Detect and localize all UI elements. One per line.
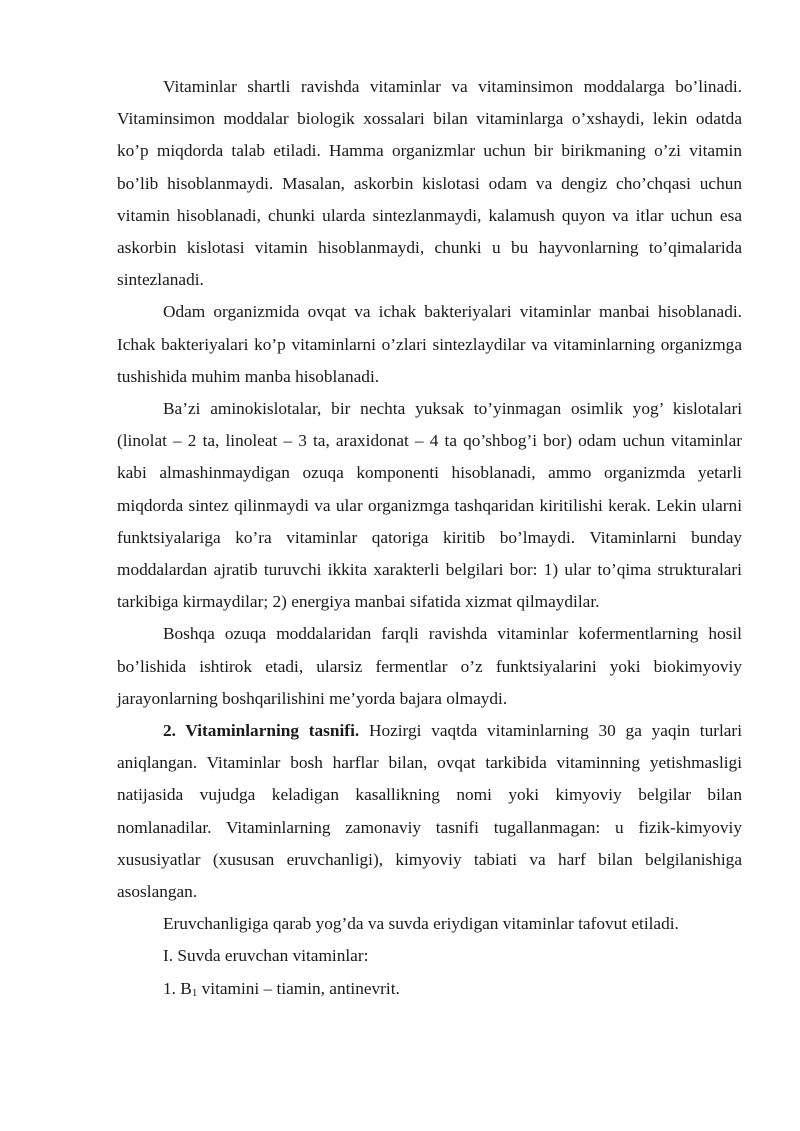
list-item	[117, 973, 742, 1005]
list-item-prefix: 1. B	[163, 978, 192, 998]
paragraph-solubility-note: Eruvchanligiga qarab yog’da va suvda eriydigan vitaminlar tafovut etiladi.	[163, 914, 679, 934]
paragraph-vitamin-sources: Odam organizmida ovqat va ichak bakteriyalari vitaminlar manbai hisoblanadi. Ichak bakteriyalari ko’p vitaminlarni o’zlari sintezlaydilar va vitaminlarning organizmga tushishida muhim manba hisoblanadi.	[117, 302, 742, 386]
list-item-subscript: 1	[191, 986, 198, 999]
paragraph-vitamin-classification-intro: Vitaminlar shartli ravishda vitaminlar va vitaminsimon moddalarga bo’linadi. Vitaminsimon moddalar biologik xossalari bilan vitaminlarga o’xshaydi, lekin odatda ko’p miqdorda talab etiladi. Hamma organizmlar uchun bir birikmaning o’zi vitamin bo’lib hisoblanmaydi. Masalan, askorbin kislotasi odam va dengiz cho’chqasi uchun vitamin hisoblanadi, chunki ularda sintezlanmaydi, kalamush quyon va itlar uchun esa askorbin kislotasi vitamin hisoblanmaydi, chunki u bu hayvonlarning to’qimalarida sintezlanadi.	[117, 77, 742, 290]
paragraph-amino-acids: Ba’zi aminokislotalar, bir nechta yuksak to’yinmagan osimlik yog’ kislotalari (linolat – 2 ta, linoleat – 3 ta, araxidonat – 4 ta qo’shbog’i bor) odam uchun vitaminlar kabi almashinmaydigan ozuqa komponenti hisoblanadi, ammo organizmda yetarli miqdorda sintez qilinmaydi va ular organizmga tashqaridan kiritilishi kerak. Lekin ularni funktsiyalariga ko’ra vitaminlar qatoriga kiritib bo’lmaydi. Vitaminlarni bunday moddalardan ajratib turuvchi ikkita xarakterli belgilari bor: 1) ular to’qima strukturalari tarkibiga kirmaydilar; 2) energiya manbai sifatida xizmat qilmaydilar.	[117, 399, 742, 612]
paragraph-classification-section	[117, 715, 742, 908]
section-text: Hozirgi vaqtda vitaminlarning 30 ga yaqin turlari aniqlangan. Vitaminlar bosh harflar bilan, ovqat tarkibida vitaminning yetishmasligi natijasida vujudga keladigan kasallikning nomi yoki kimyoviy belgilar bilan nomlanadilar. Vitaminlarning zamonaviy tasnifi tugallanmagan: u fizik-kimyoviy xususiyatlar (xususan eruvchanligi), kimyoviy tabiati va harf bilan belgilanishiga asoslangan.	[117, 721, 742, 902]
section-heading: 2. Vitaminlarning tasnifi.	[163, 721, 360, 741]
list-item-suffix: vitamini – tiamin, antinevrit.	[197, 978, 400, 998]
document-page	[117, 71, 742, 1005]
list-heading: I. Suvda eruvchan vitaminlar:	[163, 946, 369, 966]
paragraph-coenzymes: Boshqa ozuqa moddalaridan farqli ravishda vitaminlar kofermentlarning hosil bo’lishida ishtirok etadi, ularsiz fermentlar o’z funktsiyalarini yoki biokimyoviy jarayonlarning boshqarilishini me’yorda bajara olmaydi.	[117, 624, 742, 708]
